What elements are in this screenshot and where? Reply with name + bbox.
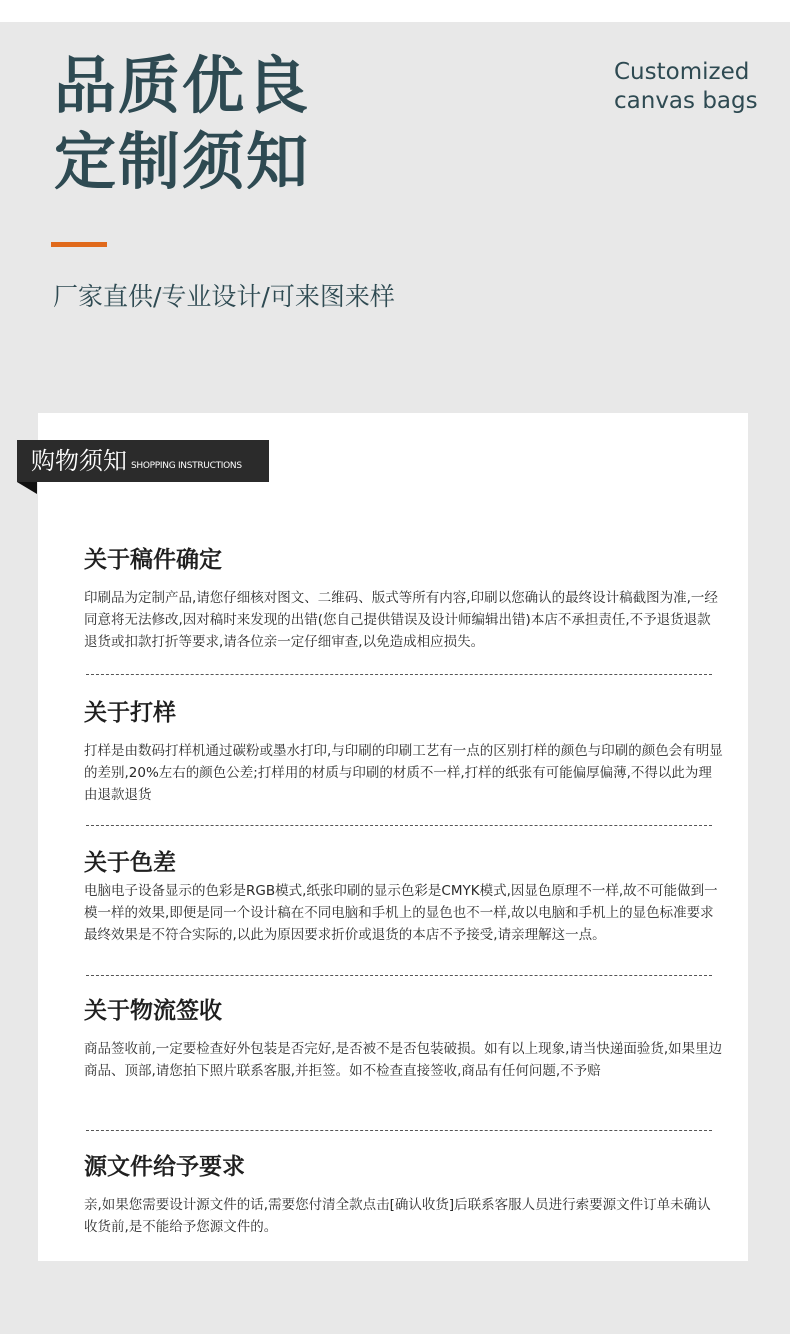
section-title: 关于打样 [84,700,176,726]
title-line-2: 定制须知 [54,125,311,198]
page-title [54,48,310,200]
title-line-1: 品质优良 [54,49,311,122]
shopping-instructions-banner [17,440,269,482]
accent-bar [51,242,107,247]
tagline: 厂家直供/专业设计/可来图来样 [53,282,395,311]
dashed-divider [86,825,712,826]
section-body: 电脑电子设备显示的色彩是RGB模式,纸张印刷的显示色彩是CMYK模式,因显色原理不一样,故不可能做到一模一样的效果,即便是同一个设计稿在不同电脑和手机上的显色也不一样,故以电脑和手机上的显色标准要求最终效果是不符合实际的,以此为原因要求折价或退货的本店不予接受,请亲理解这一点。 [84,883,718,943]
banner-label-zh: 购物须知 [31,447,127,475]
section-logistics-receipt [84,996,724,1082]
english-subtitle [614,58,758,116]
dashed-divider [86,674,712,675]
section-title: 源文件给予要求 [84,1154,245,1180]
section-title: 关于稿件确定 [84,547,222,573]
dashed-divider [86,975,712,976]
section-title: 关于物流签收 [84,998,222,1024]
banner-label-en: SHOPPING INSTRUCTIONS [131,461,242,471]
subtitle-line-1: Customized [614,59,750,85]
section-title: 关于色差 [84,850,176,876]
section-color-difference [84,848,724,946]
section-source-files [84,1152,724,1238]
section-manuscript-confirmation [84,545,724,653]
section-body: 亲,如果您需要设计源文件的话,需要您付清全款点击[确认收货]后联系客服人员进行索要源文件订单未确认收货前,是不能给予您源文件的。 [84,1197,711,1235]
banner-fold [17,482,37,494]
dashed-divider [86,1130,712,1131]
section-proofing [84,698,724,806]
subtitle-line-2: canvas bags [614,88,758,114]
section-body: 商品签收前,一定要检查好外包装是否完好,是否被不是否包装破损。如有以上现象,请当快递面验货,如果里边商品、顶部,请您拍下照片联系客服,并拒签。如不检查直接签收,商品有任何问题,不予赔 [84,1041,723,1079]
instructions-card [38,413,748,1261]
section-body: 打样是由数码打样机通过碳粉或墨水打印,与印刷的印刷工艺有一点的区别打样的颜色与印刷的颜色会有明显的差别,20%左右的颜色公差;打样用的材质与印刷的材质不一样,打样的纸张有可能偏厚偏薄,不得以此为理由退款退货 [84,743,723,803]
section-body: 印刷品为定制产品,请您仔细核对图文、二维码、版式等所有内容,印刷以您确认的最终设计稿截图为准,一经同意将无法修改,因对稿时来发现的出错(您自己提供错误及设计师编辑出错)本店不承担责任,不予退货退款退货或扣款打折等要求,请各位亲一定仔细审查,以免造成相应损失。 [84,590,718,650]
